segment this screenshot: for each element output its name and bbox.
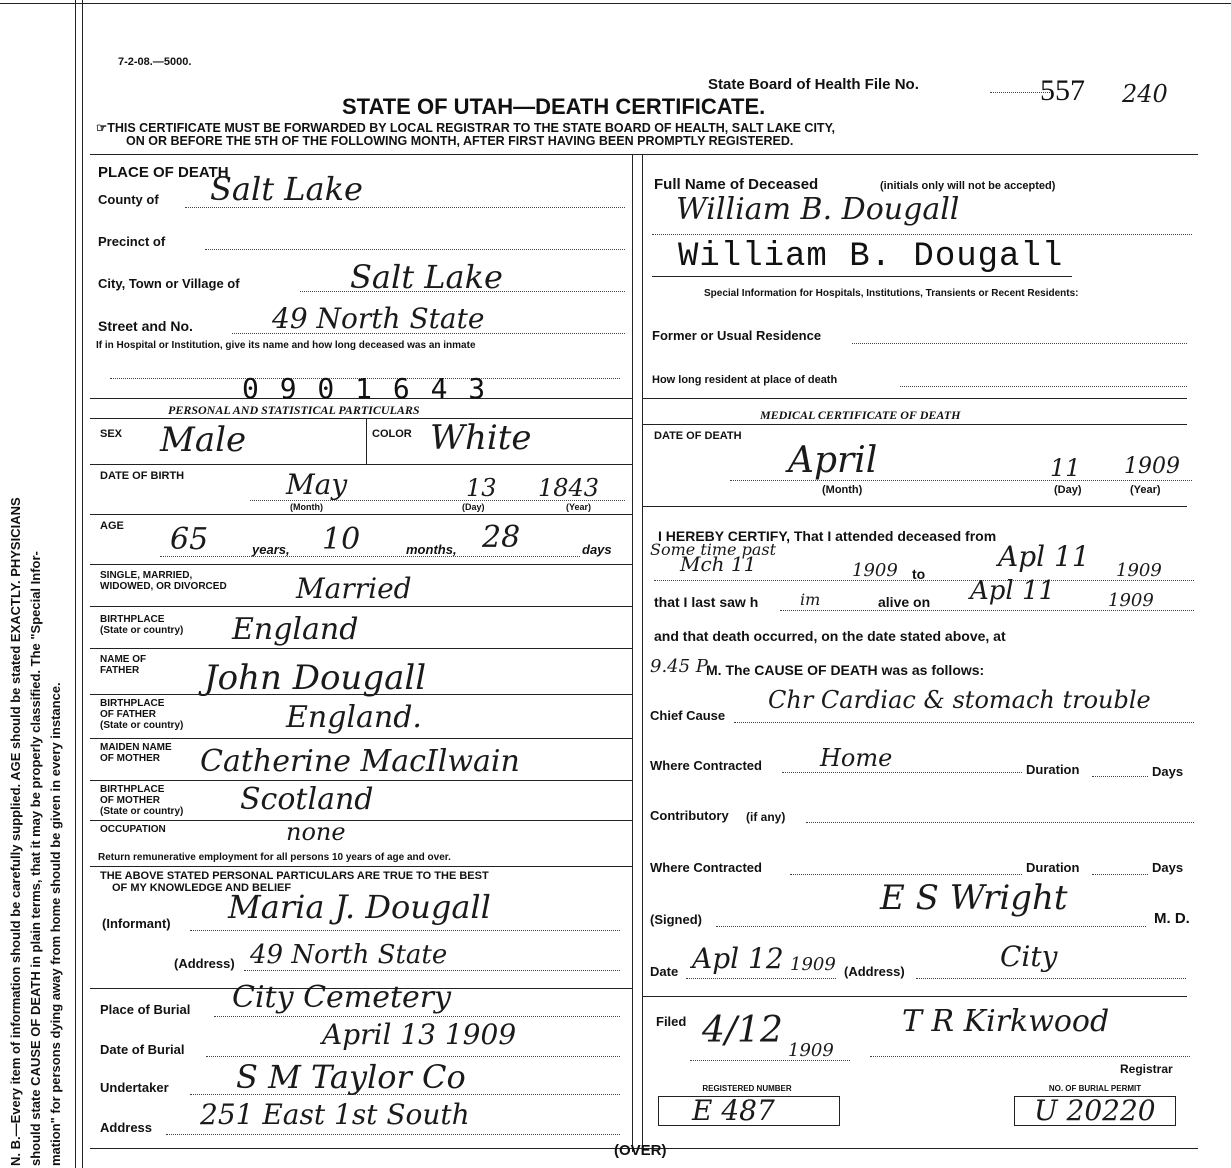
dob-year: 1843 [538, 474, 600, 502]
duration-label: Duration [1026, 762, 1080, 777]
years-word: years, [252, 542, 290, 557]
dob-day-caption: (Day) [462, 502, 485, 512]
from-date: Mch 11 [680, 552, 757, 576]
alive-on: alive on [878, 594, 931, 610]
duration-label-2: Duration [1026, 860, 1080, 875]
chief-cause-label: Chief Cause [650, 708, 726, 723]
margin-rule [82, 0, 83, 1168]
father-label-1: NAME OF [100, 654, 147, 665]
registrar-signature: T R Kirkwood [902, 1004, 1110, 1039]
form-top-border [90, 154, 1198, 155]
special-info-label: Special Information for Hospitals, Institutions, Transients or Recent Residents: [704, 288, 1079, 299]
sex-label: SEX [100, 428, 123, 440]
informant-statement-2: OF MY KNOWLEDGE AND BELIEF [112, 882, 292, 894]
residence-line [852, 343, 1187, 344]
section-divider [642, 996, 1187, 997]
informant-address-value: 49 North State [250, 940, 448, 970]
name-underline [652, 276, 1072, 277]
row-divider [90, 464, 632, 465]
file-no-value: 557 [1040, 74, 1085, 107]
registrar-label: Registrar [1120, 1062, 1173, 1076]
medical-date-year: 1909 [790, 954, 836, 975]
mother-label-group [100, 742, 172, 764]
chief-cause-line [734, 722, 1194, 723]
side-note-line-3: mation" for persons dying away from home should be given in every instance. [48, 682, 63, 1166]
burial-permit-value: U 20220 [1034, 1094, 1156, 1127]
occurred-text: and that death occurred, on the date stated above, at [654, 628, 1006, 644]
age-line [160, 556, 580, 557]
city-label: City, Town or Village of [98, 276, 240, 291]
burial-place-value: City Cemetery [232, 980, 452, 1015]
where-line-2 [790, 874, 1022, 875]
contributory-line [806, 822, 1194, 823]
where-contracted-label: Where Contracted [650, 758, 762, 773]
days-word: days [582, 542, 612, 557]
mother-bp-label-2: OF MOTHER [100, 795, 160, 806]
row-divider [90, 738, 632, 739]
medical-date-label: Date [650, 964, 679, 979]
burial-address-value: 251 East 1st South [200, 1098, 470, 1131]
age-days: 28 [482, 520, 521, 555]
time-value: 9.45 P [650, 656, 708, 677]
marital-value: Married [296, 572, 412, 605]
burial-date-value: April 13 1909 [322, 1018, 517, 1051]
birthplace-label: BIRTHPLACE [100, 614, 165, 625]
where-contracted-label-2: Where Contracted [650, 860, 762, 875]
row-divider [642, 506, 1187, 507]
medical-heading: MEDICAL CERTIFICATE OF DEATH [760, 408, 961, 422]
dod-label: DATE OF DEATH [654, 430, 742, 442]
where-value: Home [820, 744, 893, 772]
form-code: 7-2-08.—5000. [118, 56, 192, 68]
signed-label: (Signed) [650, 912, 702, 927]
place-of-death-heading: PLACE OF DEATH [98, 164, 229, 181]
dob-day: 13 [466, 474, 497, 502]
dod-day: 11 [1050, 454, 1081, 482]
medical-address-line [916, 978, 1186, 979]
contributory-label: Contributory [650, 808, 729, 823]
days-label-2: Days [1152, 860, 1184, 875]
deceased-name-hand: William B. Dougall [676, 192, 960, 227]
side-note [6, 66, 78, 1166]
side-note-line-1: N. B.—Every item of information should be carefully supplied. AGE should be stated EXACTLY. PHYSICIANS [8, 497, 23, 1166]
over-label: (OVER) [614, 1142, 667, 1159]
top-edge-line [0, 3, 1231, 4]
duration-line-2 [1092, 874, 1148, 875]
personal-heading-line [90, 418, 632, 419]
dob-label: DATE OF BIRTH [100, 470, 185, 482]
months-word: months, [406, 542, 457, 557]
medical-address-label: (Address) [844, 964, 905, 979]
burial-permit-label: NO. OF BURIAL PERMIT [1048, 1084, 1142, 1093]
row-divider [90, 514, 632, 515]
medical-address-value: City [1000, 940, 1058, 973]
filed-label: Filed [656, 1014, 687, 1029]
personal-heading: PERSONAL AND STATISTICAL PARTICULARS [168, 403, 420, 417]
certify-line [654, 580, 1194, 581]
precinct-line [205, 249, 625, 250]
informant-address-label: (Address) [174, 956, 235, 971]
father-bp-label-1: BIRTHPLACE [100, 698, 165, 709]
md-label: M. D. [1154, 910, 1190, 927]
age-months: 10 [322, 522, 361, 557]
father-bp-label-group [100, 698, 183, 731]
dob-month-caption: (Month) [290, 502, 323, 512]
medical-heading-line [642, 424, 1187, 425]
name-line [652, 234, 1192, 235]
dod-day-caption: (Day) [1054, 484, 1082, 496]
section-divider [642, 398, 1187, 399]
mother-bp-label-group [100, 784, 183, 817]
age-years: 65 [170, 522, 209, 557]
occupation-note: Return remunerative employment for all persons 10 years of age and over. [98, 852, 451, 863]
row-divider [90, 648, 632, 649]
color-value: White [430, 418, 532, 458]
reg-num-value: E 487 [692, 1094, 775, 1127]
informant-value: Maria J. Dougall [228, 888, 491, 926]
undertaker-label: Undertaker [100, 1080, 169, 1095]
notice-line-1: ☞THIS CERTIFICATE MUST BE FORWARDED BY LOCAL REGISTRAR TO THE STATE BOARD OF HEALTH, SALT LAKE CITY, [96, 121, 835, 135]
father-value: John Dougall [204, 658, 427, 698]
last-saw-date: Apl 11 [970, 576, 1056, 606]
center-divider [632, 154, 633, 1152]
row-divider [90, 780, 632, 781]
last-saw-line [780, 610, 1194, 611]
mother-label-2: OF MOTHER [100, 753, 160, 764]
mother-bp-state-note: (State or country) [100, 806, 184, 817]
full-name-label: Full Name of Deceased [654, 176, 819, 193]
deceased-name-typed: William B. Dougall [678, 238, 1064, 276]
birthplace-value: England [232, 612, 359, 647]
mother-label-1: MAIDEN NAME [100, 742, 172, 753]
sex-color-divider [366, 418, 367, 464]
institution-note: If in Hospital or Institution, give its name and how long deceased was an inmate [96, 340, 476, 351]
medical-date-value: Apl 12 [692, 942, 784, 975]
notice-line-2: ON OR BEFORE THE 5TH OF THE FOLLOWING MONTH, AFTER FIRST HAVING BEEN PROMPTLY REGISTERED. [126, 134, 794, 148]
file-no-hand: 240 [1122, 80, 1168, 108]
burial-place-line [214, 1016, 620, 1017]
dod-line [730, 480, 1192, 481]
dod-month: April [788, 440, 878, 481]
mother-bp-value: Scotland [240, 782, 374, 817]
filed-line [690, 1060, 850, 1061]
residence-label: Former or Usual Residence [652, 328, 822, 343]
age-label: AGE [100, 520, 124, 532]
to-year: 1909 [1116, 560, 1162, 581]
where-line [782, 772, 1022, 773]
dob-month: May [286, 468, 348, 501]
birthplace-state-note: (State or country) [100, 625, 184, 636]
birthplace-label-group [100, 614, 183, 636]
reg-num-label: REGISTERED NUMBER [702, 1084, 792, 1093]
street-value: 49 North State [272, 302, 485, 335]
medical-date-line [686, 978, 836, 979]
county-label: County of [98, 192, 159, 207]
mother-value: Catherine MacIlwain [200, 744, 520, 779]
dob-year-caption: (Year) [566, 502, 592, 512]
occupation-value: none [286, 818, 346, 846]
city-value: Salt Lake [350, 258, 503, 296]
registrar-line [870, 1056, 1190, 1057]
certificate-title: STATE OF UTAH—DEATH CERTIFICATE. [342, 94, 766, 119]
row-divider [90, 606, 632, 607]
chief-cause-value: Chr Cardiac & stomach trouble [768, 686, 1151, 714]
precinct-label: Precinct of [98, 234, 166, 249]
informant-line [190, 930, 620, 931]
occupation-label: OCCUPATION [100, 824, 166, 835]
informant-statement-1: THE ABOVE STATED PERSONAL PARTICULARS ARE TRUE TO THE BEST [100, 870, 489, 882]
center-divider [642, 154, 643, 1152]
color-label: COLOR [372, 428, 412, 440]
days-label: Days [1152, 764, 1184, 779]
father-bp-label-2: OF FATHER [100, 709, 156, 720]
signed-value: E S Wright [880, 878, 1068, 918]
mother-bp-label-1: BIRTHPLACE [100, 784, 165, 795]
certify-note: Some time past [650, 540, 777, 559]
to-word: to [912, 566, 926, 582]
full-name-note: (initials only will not be accepted) [880, 180, 1056, 192]
row-divider [90, 866, 632, 867]
sex-value: Male [160, 420, 247, 460]
burial-address-label: Address [100, 1120, 153, 1135]
side-note-line-2: should state CAUSE OF DEATH in plain terms, that it may be properly classified. The "Special Infor- [28, 551, 43, 1166]
row-divider [90, 820, 632, 821]
from-year: 1909 [852, 560, 898, 581]
father-label-2: FATHER [100, 665, 140, 676]
duration-line [1092, 776, 1148, 777]
informant-address-line [244, 970, 620, 971]
last-saw-hand: im [800, 590, 821, 609]
certify-text: I HEREBY CERTIFY, That I attended deceased from [658, 528, 997, 544]
father-bp-value: England. [286, 700, 422, 735]
contributory-if-any: (if any) [746, 810, 786, 824]
last-saw-label: that I last saw h [654, 594, 759, 610]
dod-year-caption: (Year) [1130, 484, 1161, 496]
street-label: Street and No. [98, 318, 193, 334]
burial-date-line [206, 1056, 620, 1057]
informant-label: (Informant) [102, 916, 171, 931]
dod-month-caption: (Month) [822, 484, 863, 496]
marital-label-2: WIDOWED, OR DIVORCED [100, 581, 227, 592]
county-value: Salt Lake [210, 170, 363, 208]
dod-year: 1909 [1124, 454, 1180, 479]
father-bp-state-note: (State or country) [100, 720, 184, 731]
marital-label-1: SINGLE, MARRIED, [100, 570, 193, 581]
row-divider [90, 694, 632, 695]
to-date: Apl 11 [998, 540, 1090, 573]
burial-place-label: Place of Burial [100, 1002, 191, 1017]
father-label-group [100, 654, 146, 676]
undertaker-value: S M Taylor Co [236, 1058, 466, 1096]
dob-line [250, 500, 625, 501]
signed-line [716, 926, 1146, 927]
burial-address-line [166, 1134, 620, 1135]
last-saw-year: 1909 [1108, 590, 1154, 611]
resident-label: How long resident at place of death [652, 374, 838, 386]
cause-text: M. The CAUSE OF DEATH was as follows: [706, 662, 985, 678]
row-divider [90, 564, 632, 565]
file-no-label: State Board of Health File No. [708, 76, 919, 93]
burial-date-label: Date of Burial [100, 1042, 185, 1057]
filed-year: 1909 [788, 1040, 834, 1061]
filed-value: 4/12 [702, 1010, 783, 1051]
resident-line [900, 386, 1187, 387]
cert-number: 0 9 0 1 6 4 3 [242, 372, 488, 405]
marital-label [100, 570, 227, 592]
